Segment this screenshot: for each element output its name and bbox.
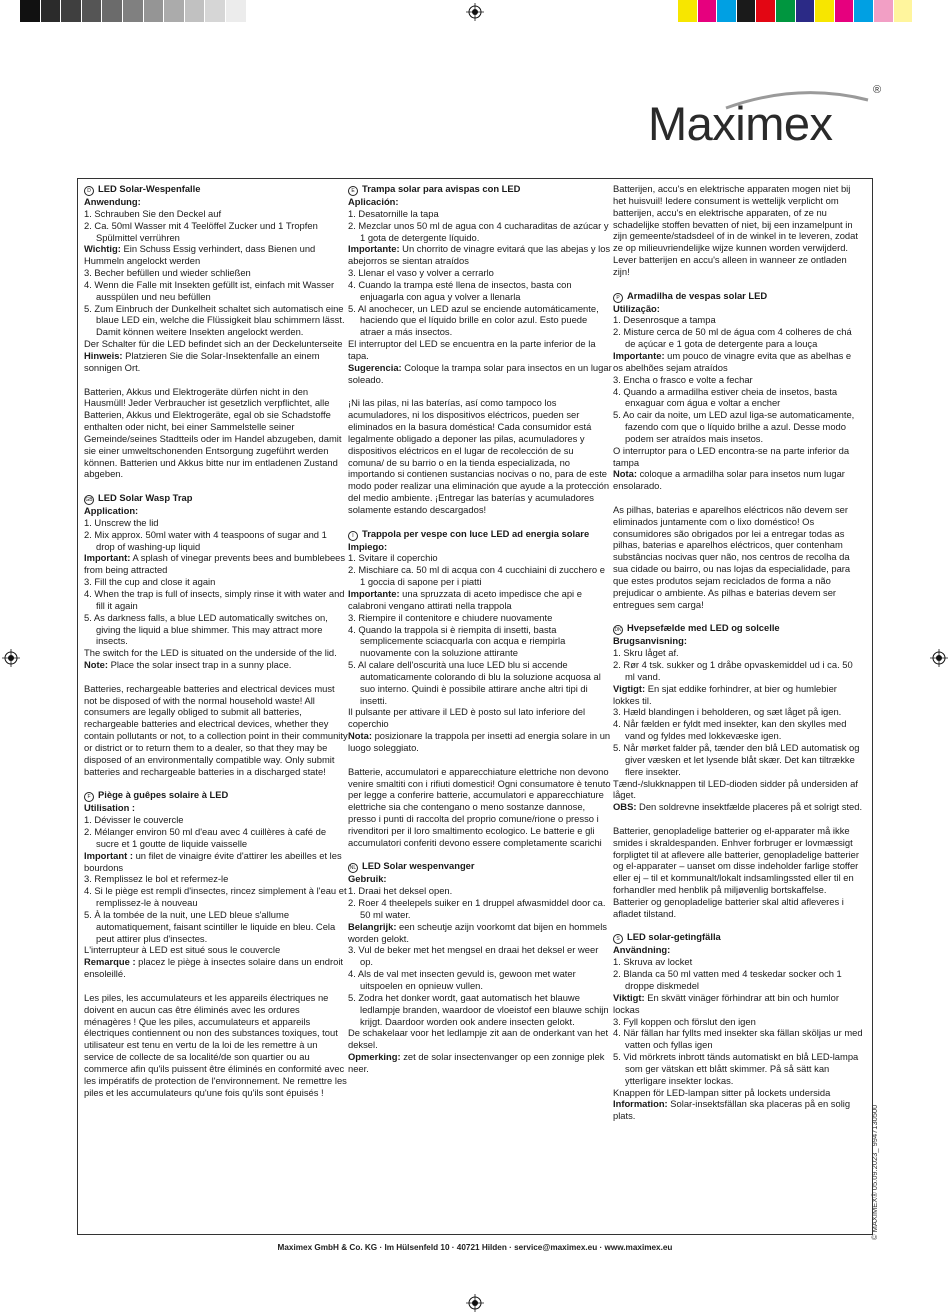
gray-swatch <box>185 0 206 22</box>
column-3 <box>613 183 863 1122</box>
instruction-step: 5. Ao cair da noite, um LED azul liga-se automaticamente, fazendo com que o líquido brilhe a azul. Desse modo podem ser atraídos mais insetos. <box>613 409 855 444</box>
instruction-step: 4. Når fælden er fyldt med insekter, kan den skylles med vand og fyldes med lokkevæske igen. <box>613 718 847 742</box>
note-line <box>613 992 863 1016</box>
usage-heading: Anwendung: <box>84 196 141 207</box>
spacer <box>84 980 348 992</box>
instruction-step: 3. Hæld blandingen i beholderen, og sæt låget på igen. <box>613 706 842 718</box>
gray-swatch <box>41 0 62 22</box>
gray-swatch <box>61 0 82 22</box>
instruction-step: 1. Skru låget af. <box>613 647 679 659</box>
instruction-step: 1. Svitare il coperchio <box>348 552 438 564</box>
note-line <box>84 350 348 374</box>
instruction-step: 1. Draai het deksel open. <box>348 885 453 897</box>
instruction-step: 4. Si le piège est rempli d'insectes, rincez simplement à l'eau et remplissez-le à nouveau <box>84 885 347 909</box>
column-2 <box>348 183 612 1075</box>
instruction-step: 2. Roer 4 theelepels suiker en 1 druppel afwasmiddel door ca. 50 ml water. <box>348 897 606 920</box>
section-title <box>613 622 863 635</box>
note-text: A splash of vinegar prevents bees and bumblebees from being attracted <box>84 552 346 576</box>
disposal-notice: Batteries, rechargeable batteries and electrical devices must not be disposed of with the normal household waste! All consumers are legally obliged to submit all batteries, rechargeable batteries and electrical devices, whether they contain pollutants or not, to a collection point in their community or district or to return them to a dealer, so that they may be disposed of an environmentally compatible way. Only submit batteries and rechargeable batteries in a discharged state! <box>84 682 348 777</box>
note-text: En sjat eddike forhindrer, at bier og humlebier lokkes til. <box>613 682 837 706</box>
note-line <box>348 730 612 754</box>
language-flag-icon: NL <box>349 865 357 872</box>
usage-heading: Användning: <box>613 944 671 956</box>
note-text: zet de solar insectenvanger op een zonnige plek neer. <box>348 1051 605 1074</box>
note-text: En skvätt vinäger förhindrar att bin och humlor lockas <box>613 991 839 1015</box>
note-text: Den soldrevne insektfælde placeres på et solrigt sted. <box>636 801 863 813</box>
footer-address: Maximex GmbH & Co. KG · Im Hülsenfeld 10 · 40721 Hilden · service@maximex.eu · www.maximex.eu <box>277 1243 673 1252</box>
note-lead: Note: <box>84 659 108 671</box>
section-title <box>348 183 612 196</box>
color-swatch <box>698 0 718 22</box>
color-swatch <box>854 0 874 22</box>
usage-heading: Utilisation : <box>84 802 136 814</box>
color-swatch <box>776 0 796 22</box>
disposal-notice: Batterie, accumulatori e apparecchiature elettriche non devono venire smaltiti con i rifiuti domestici! Ogni consumatore è tenuto per legge a conferire batterie, accumulatori e apparecchiature elettriche sia che contengano o meno sostanze dannose, presso i punti di raccolta del proprio comune/rione o presso i rivenditori per il loro smaltimento ecologico. Le batterie e gli accumulatori conferiti devono essere completamente scarichi <box>348 765 611 848</box>
info-line: The switch for the LED is situated on the underside of the lid. <box>84 647 337 659</box>
spacer <box>613 813 863 825</box>
note-text: coloque a armadilha solar para insetos num lugar ensolarado. <box>613 468 845 492</box>
usage-heading: Impiego: <box>348 540 388 552</box>
logo-wordmark: Maximex <box>648 97 833 150</box>
section-title-text: LED Solar-Wespenfalle <box>98 183 201 194</box>
note-text: een scheutje azijn voorkomt dat bijen en hommels worden gelokt. <box>348 920 607 944</box>
note-line <box>613 801 863 813</box>
note-lead: Information: <box>613 1098 668 1110</box>
note-text: posizionare la trappola per insetti ad energia solare in un luogo soleggiato. <box>348 730 611 753</box>
instruction-step: 2. Ca. 50ml Wasser mit 4 Teelöffel Zucker und 1 Tropfen Spülmittel verrühren <box>84 219 318 243</box>
instruction-step: 4. Cuando la trampa esté llena de insectos, basta con enjuagarla con agua y volver a llenarla <box>348 278 572 302</box>
instruction-step: 5. Al calare dell'oscurità una luce LED blu si accende automaticamente colorando di blu la soluzione acquosa al suo interno. Quindi è possibile attirare anche altri tipi di insetti. <box>348 659 601 706</box>
note-lead: OBS: <box>613 801 637 813</box>
instruction-step: 3. Riempire il contenitore e chiudere nuovamente <box>348 611 553 623</box>
note-text: Platzieren Sie die Solar-Insektenfalle an einem sonnigen Ort. <box>84 349 320 373</box>
color-swatch <box>756 0 776 22</box>
spacer <box>84 778 348 790</box>
note-line <box>613 350 863 374</box>
instruction-step: 1. Desenrosque a tampa <box>613 314 716 326</box>
note-text: una spruzzata di aceto impedisce che api e calabroni vengano attirati nella trappola <box>348 588 582 611</box>
instruction-step: 4. Quando la trappola si è riempita di insetti, basta semplicemente sciacquarla con acqua e riempirla nuovamente con la soluzione attirante <box>348 623 566 659</box>
section-title <box>348 528 612 541</box>
instruction-step: 3. Fill the cup and close it again <box>84 576 216 588</box>
info-line: Der Schalter für die LED befindet sich an der Deckelunterseite <box>84 338 343 350</box>
disposal-notice: Batterijen, accu's en elektrische apparaten mogen niet bij het huisvuil! Iedere consument is wettelijk verplicht om batterijen, accu's en elektrische apparaten, of ze nu schadelijke stoffen bevatten of niet, bij een inzamelpunt in zijn gemeente/stadsdeel of in de winkel in te leveren, zodat ze op milieuvriendelijke wijze kunnen worden verwijderd. Lever batterijen en accu's alleen in wanneer ze ontladen zijn! <box>613 183 858 277</box>
instruction-step: 3. Remplissez le bol et refermez-le <box>84 873 229 885</box>
section-title <box>84 789 348 802</box>
registration-mark-bottom-icon <box>466 1294 484 1312</box>
instruction-step: 1. Desatornille la tapa <box>348 207 439 219</box>
instruction-step: 1. Skruva av locket <box>613 956 693 968</box>
spacer <box>613 278 863 290</box>
spacer <box>348 386 612 398</box>
instruction-step: 2. Blanda ca 50 ml vatten med 4 teskedar socker och 1 droppe diskmedel <box>613 968 842 991</box>
registration-mark-top-icon <box>466 3 484 21</box>
usage-heading: Application: <box>84 505 139 517</box>
section-title-text: LED Solar wespenvanger <box>362 860 475 872</box>
gray-swatch <box>247 0 268 22</box>
note-text: um pouco de vinagre evita que as abelhas e os abelhões sejam atraídos <box>613 349 852 373</box>
instruction-step: 3. Becher befüllen und wieder schließen <box>84 267 251 279</box>
spacer <box>348 516 612 528</box>
note-line <box>84 850 348 874</box>
note-line <box>348 921 612 945</box>
language-flag-icon: E <box>348 186 358 196</box>
spacer <box>348 754 612 766</box>
note-line <box>348 243 612 267</box>
section-title-text: Armadilha de vespas solar LED <box>627 289 768 301</box>
note-text: un filet de vinaigre évite d'attirer les abeilles et les bourdons <box>84 849 342 873</box>
section-title <box>84 492 348 505</box>
spacer <box>84 480 348 492</box>
note-line <box>84 243 348 267</box>
instruction-step: 5. Zodra het donker wordt, gaat automatisch het blauwe ledlampje branden, waardoor de vloeistof een blauwe schijn krijgt. Daardoor worden ook andere insecten gelokt. <box>348 991 609 1027</box>
section-title-text: Hvepsefælde med LED og solcelle <box>627 622 780 634</box>
instruction-step: 2. Mezclar unos 50 ml de agua con 4 cucharaditas de azúcar y 1 gota de detergente líquido. <box>348 219 609 243</box>
disposal-notice: Batterier, genopladelige batterier og el-apparater må ikke smides i skraldespanden. Enhver forbruger er lovmæssigt forpligtet til at aflevere alle batterier, genopladelige batterier og el-apparater – uanset om disse indeholder farlige stoffer eller ej – til et kommunalt/lokalt indsamlingssted eller til en forhandler med henblik på miljøvenlig bortskaffelse. Batterier og genopladelige batterier skal altid afleveres i afladet tilstand. <box>613 824 859 919</box>
color-calibration-strip <box>678 0 913 22</box>
gray-swatch <box>123 0 144 22</box>
disposal-notice: ¡Ni las pilas, ni las baterías, así como tampoco los acumuladores, ni los dispositivos eléctricos, pueden ser eliminados en la basura doméstica! Cada consumidor está legalmente obligado a deponer las pilas, acumuladores y dispositivos eléctricos en el lugar de recolección de su comuna/ de su barrio o en la tienda especializada, no importando si contienen sustancias nocivas o no, para de este modo poder realizar una eliminación que ayude a la protección del medio ambiente. ¡Entregar las baterías y acumuladores solamente estando descargados! <box>348 397 610 515</box>
section-title-text: Trappola per vespe con luce LED ad energia solare <box>362 527 590 539</box>
gray-swatch <box>144 0 165 22</box>
language-section <box>348 860 612 1074</box>
info-line: El interruptor del LED se encuentra en la parte inferior de la tapa. <box>348 338 596 361</box>
language-section <box>84 183 348 480</box>
language-flag-icon: DK <box>614 627 622 634</box>
color-swatch <box>717 0 737 22</box>
color-swatch <box>737 0 757 22</box>
instruction-step: 5. As darkness falls, a blue LED automatically switches on, giving the liquid a blue shimmer. This may attract more insects. <box>84 611 328 647</box>
language-section <box>348 183 612 516</box>
color-swatch <box>835 0 855 22</box>
gray-swatch <box>205 0 226 22</box>
instruction-step: 5. Al anochecer, un LED azul se enciende automáticamente, haciendo que el líquido brille en color azul. Esto puede atraer a más insectos. <box>348 302 599 338</box>
note-lead: Opmerking: <box>348 1051 401 1063</box>
instruction-step: 5. Vid mörkrets inbrott tänds automatiskt en blå LED-lampa som ger vätskan ett blått skimmer. På så sätt kan ytterligare insekter lockas. <box>613 1051 859 1086</box>
language-section <box>613 931 863 1122</box>
note-lead: Nota: <box>613 468 637 480</box>
language-flag-icon: I <box>348 531 358 541</box>
info-line: L'interrupteur à LED est situé sous le couvercle <box>84 944 281 956</box>
instruction-step: 1. Schrauben Sie den Deckel auf <box>84 207 222 219</box>
gray-swatch <box>82 0 103 22</box>
section-title <box>613 290 863 303</box>
spacer <box>613 920 863 932</box>
note-lead: Important : <box>84 849 133 861</box>
note-text: Place the solar insect trap in a sunny place. <box>107 659 292 671</box>
info-line: Tænd-/slukknappen til LED-dioden sidder på undersiden af låget. <box>613 777 858 801</box>
language-flag-icon: D <box>84 186 94 196</box>
note-line <box>84 659 348 671</box>
section-title <box>613 931 863 944</box>
spacer <box>348 849 612 861</box>
registration-mark-left-icon <box>2 649 20 667</box>
note-lead: Wichtig: <box>84 243 121 255</box>
note-text: Coloque la trampa solar para insectos en un lugar soleado. <box>348 361 612 385</box>
usage-heading: Utilização: <box>613 302 660 314</box>
gray-swatch <box>102 0 123 22</box>
section-title-text: LED Solar Wasp Trap <box>98 492 193 504</box>
info-line: De schakelaar voor het ledlampje zit aan de onderkant van het deksel. <box>348 1027 609 1051</box>
instruction-step: 2. Mix approx. 50ml water with 4 teaspoons of sugar and 1 drop of washing-up liquid <box>84 528 327 552</box>
gray-calibration-strip <box>20 0 267 22</box>
disposal-notice: As pilhas, baterias e aparelhos eléctricos não devem ser eliminados juntamente com o lixo doméstico! Os consumidores são obrigados por lei a entregar todas as pilhas, baterias e aparelhos eléctricos, quer contenham substâncias nocivas quer não, nos centros de recolha da sua cidade ou bairro, ou nas lojas da especialidade, para que estes produtos sejam reciclados de forma a não prejudicar o ambiente. As pilhas e baterias devem ser entregues sem carga! <box>613 503 851 610</box>
spacer <box>84 671 348 683</box>
instruction-step: 2. Rør 4 tsk. sukker og 1 dråbe opvaskemiddel ud i ca. 50 ml vand. <box>613 659 853 682</box>
note-lead: Importante: <box>613 349 665 361</box>
note-line <box>348 1051 612 1075</box>
info-line: Il pulsante per attivare il LED è posto sul lato inferiore del coperchio <box>348 706 586 730</box>
instruction-step: 2. Misture cerca de 50 ml de água com 4 colheres de chá de açúcar e 1 gota de detergente para a louça <box>613 326 852 350</box>
note-text: Solar-insektsfällan ska placeras på en solig plats. <box>613 1098 851 1122</box>
note-lead: Nota: <box>348 730 372 742</box>
section-title-text: Trampa solar para avispas con LED <box>362 183 521 194</box>
color-swatch <box>796 0 816 22</box>
language-section <box>84 492 348 777</box>
gray-swatch <box>20 0 41 22</box>
usage-heading: Gebruik: <box>348 873 387 885</box>
instruction-step: 3. Llenar el vaso y volver a cerrarlo <box>348 267 494 279</box>
maximex-logo <box>648 84 888 154</box>
instruction-step: 4. När fällan har fyllts med insekter ska fällan sköljas ur med vatten och fyllas igen <box>613 1027 863 1051</box>
note-lead: Viktigt: <box>613 991 645 1003</box>
section-title <box>84 183 348 196</box>
instruction-step: 5. Når mørket falder på, tænder den blå LED automatisk og giver væsken et let lysende blåt skær. Det kan tiltrække flere insekter. <box>613 741 860 777</box>
language-section <box>613 290 863 611</box>
instruction-step: 3. Vul de beker met het mengsel en draai het deksel er weer op. <box>348 944 599 968</box>
instruction-step: 1. Dévisser le couvercle <box>84 814 184 826</box>
spacer <box>84 374 348 386</box>
color-swatch <box>678 0 698 22</box>
copyright-side-note: © MAXIMEX® 05.09.2023_ 9947130500 <box>870 1104 879 1240</box>
color-swatch <box>874 0 894 22</box>
instruction-step: 2. Mischiare ca. 50 ml di acqua con 4 cucchiaini di zucchero e 1 goccia di sapone per i piatti <box>348 564 605 588</box>
note-text: Un chorrito de vinagre evitará que las abejas y los abejorros se sientan atraídos <box>348 243 611 267</box>
registration-mark-right-icon <box>930 649 948 667</box>
note-lead: Remarque : <box>84 956 136 968</box>
instruction-step: 5. Zum Einbruch der Dunkelheit schaltet sich automatisch eine blaue LED ein, welche die Flüssigkeit blau schimmern lässt. Damit können weitere Insekten angelockt werden. <box>84 302 345 338</box>
language-section <box>613 622 863 919</box>
instruction-step: 4. When the trap is full of insects, simply rinse it with water and fill it again <box>84 588 345 611</box>
note-lead: Sugerencia: <box>348 361 402 373</box>
spacer <box>613 492 863 504</box>
section-title-text: LED solar-getingfälla <box>627 931 721 943</box>
instruction-step: 3. Fyll koppen och förslut den igen <box>613 1015 756 1027</box>
note-lead: Vigtigt: <box>613 682 646 694</box>
language-section <box>613 183 863 278</box>
instruction-step: 2. Mélanger environ 50 ml d'eau avec 4 cuillères à café de sucre et 1 goutte de liquide vaisselle <box>84 826 327 849</box>
note-lead: Importante: <box>348 243 400 255</box>
note-line <box>613 1098 863 1122</box>
section-title-text: Piège à guêpes solaire à LED <box>98 789 229 801</box>
language-section <box>84 789 348 1098</box>
gray-swatch <box>164 0 185 22</box>
usage-heading: Brugsanvisning: <box>613 635 687 647</box>
color-swatch <box>815 0 835 22</box>
language-flag-icon: F <box>84 792 94 802</box>
instruction-step: 5. À la tombée de la nuit, une LED bleue s'allume automatiquement, faisant scintiller le liquide en bleu. Cela peut attirer plus d'insectes. <box>84 908 336 944</box>
instruction-step: 1. Unscrew the lid <box>84 516 159 528</box>
note-text: Ein Schuss Essig verhindert, dass Bienen und Hummeln angelockt werden <box>84 243 316 267</box>
language-flag-icon: GB <box>85 497 93 504</box>
info-line: O interruptor para o LED encontra-se na parte inferior da tampa <box>613 444 850 468</box>
note-lead: Important: <box>84 552 131 564</box>
logo-registered-mark: ® <box>873 84 882 96</box>
language-section <box>348 528 612 849</box>
note-line <box>348 362 612 386</box>
instruction-step: 4. Quando a armadilha estiver cheia de insetos, basta enxaguar com água e voltar a encher <box>613 385 838 409</box>
note-line <box>84 552 348 576</box>
spacer <box>613 611 863 623</box>
gray-swatch <box>226 0 247 22</box>
language-flag-icon: S <box>613 934 623 944</box>
color-swatch <box>894 0 914 22</box>
note-line <box>613 468 863 492</box>
info-line: Knappen för LED-lampan sitter på lockets undersida <box>613 1086 831 1098</box>
instruction-step: 3. Encha o frasco e volte a fechar <box>613 373 753 385</box>
usage-heading: Aplicación: <box>348 196 399 207</box>
note-lead: Hinweis: <box>84 349 123 361</box>
column-1 <box>84 183 348 1098</box>
language-flag-icon: P <box>613 293 623 303</box>
instruction-step: 4. Als de val met insecten gevuld is, gewoon met water uitspoelen en opnieuw vullen. <box>348 968 576 991</box>
note-lead: Belangrijk: <box>348 920 397 932</box>
note-line <box>84 956 348 980</box>
note-line <box>348 588 612 612</box>
note-text: placez le piège à insectes solaire dans un endroit ensoleillé. <box>84 956 343 980</box>
note-line <box>613 683 863 707</box>
note-lead: Importante: <box>348 588 400 599</box>
disposal-notice: Batterien, Akkus und Elektrogeräte dürfen nicht in den Hausmüll! Jeder Verbraucher ist gesetzlich verpflichtet, alle Batterien, Akkus und Elektrogeräte, egal ob sie Schadstoffe enthalten oder nicht, bei einer Sammelstelle seiner Gemeinde/seines Stadtteils oder im Handel abzugeben, damit sie einer umweltschonenden Entsorgung zugeführt werden können. Batterien und Akkus bitte nur im entladenen Zustand abgeben. <box>84 385 342 480</box>
instruction-step: 4. Wenn die Falle mit Insekten gefüllt ist, einfach mit Wasser ausspülen und neu befüllen <box>84 278 335 302</box>
section-title <box>348 860 612 873</box>
disposal-notice: Les piles, les accumulateurs et les appareils électriques ne doivent en aucun cas être éliminés avec les ordures ménagères ! Que les piles, accumulateurs et appareils électriques contiennent ou non des substances toxiques, tout utilisateur est tenu en vertu de la loi de les remettre à un service de collecte de sa localité/de son quartier ou au commerce afin qu'ils puissent être éliminés en conformité avec les impératifs de protection de l'environnement. Ne remettre les piles et les accumulateurs qu'une fois qu'ils sont épuisés ! <box>84 991 347 1098</box>
